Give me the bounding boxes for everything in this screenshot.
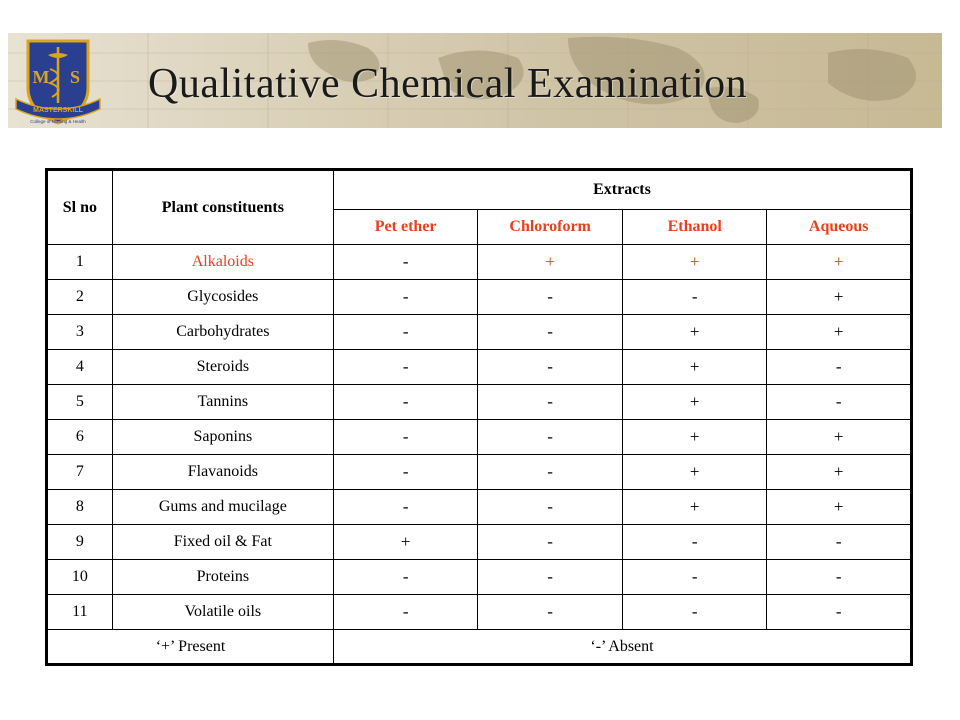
result-cell: -: [767, 350, 912, 385]
result-cell: -: [333, 595, 477, 630]
header-pet-ether: Pet ether: [333, 210, 477, 245]
result-cell: -: [622, 595, 766, 630]
legend-absent: ‘-’ Absent: [333, 630, 911, 665]
result-cell: -: [478, 525, 623, 560]
row-number: 9: [47, 525, 113, 560]
header-chloroform: Chloroform: [478, 210, 623, 245]
row-number: 3: [47, 315, 113, 350]
table-row: [47, 525, 912, 560]
constituent-name: Carbohydrates: [112, 315, 333, 350]
legend-present: ‘+’ Present: [47, 630, 334, 665]
row-number: 4: [47, 350, 113, 385]
result-cell: -: [622, 560, 766, 595]
row-number: 10: [47, 560, 113, 595]
result-cell: -: [767, 385, 912, 420]
result-cell: -: [622, 525, 766, 560]
table-row: [47, 490, 912, 525]
result-cell: -: [333, 350, 477, 385]
header-aqueous: Aqueous: [767, 210, 912, 245]
table-row: [47, 280, 912, 315]
result-cell: -: [333, 560, 477, 595]
result-cell: -: [333, 280, 477, 315]
result-cell: +: [622, 245, 766, 280]
result-cell: +: [767, 315, 912, 350]
table-row: [47, 420, 912, 455]
table-row: [47, 385, 912, 420]
constituent-name: Steroids: [112, 350, 333, 385]
result-cell: -: [478, 560, 623, 595]
svg-text:M: M: [32, 67, 50, 87]
chemical-examination-table: [45, 168, 913, 666]
result-cell: +: [478, 245, 623, 280]
page-title: Qualitative Chemical Examination: [148, 61, 748, 107]
header-sl-no: Sl no: [47, 170, 113, 245]
constituent-name: Saponins: [112, 420, 333, 455]
result-cell: +: [622, 315, 766, 350]
table-row: [47, 560, 912, 595]
constituent-name: Alkaloids: [112, 245, 333, 280]
header-constituents: Plant constituents: [112, 170, 333, 245]
svg-text:S: S: [69, 67, 81, 87]
row-number: 8: [47, 490, 113, 525]
result-cell: -: [333, 420, 477, 455]
svg-text:College of Nursing & Health: College of Nursing & Health: [30, 119, 86, 124]
table-row: [47, 315, 912, 350]
result-cell: -: [478, 385, 623, 420]
constituent-name: Glycosides: [112, 280, 333, 315]
result-cell: -: [767, 560, 912, 595]
result-cell: +: [767, 490, 912, 525]
result-cell: +: [622, 350, 766, 385]
result-cell: -: [333, 315, 477, 350]
svg-text:MASTERSKILL: MASTERSKILL: [33, 107, 83, 114]
result-cell: +: [767, 280, 912, 315]
constituent-name: Proteins: [112, 560, 333, 595]
result-cell: -: [478, 420, 623, 455]
row-number: 1: [47, 245, 113, 280]
result-cell: -: [478, 280, 623, 315]
row-number: 2: [47, 280, 113, 315]
row-number: 11: [47, 595, 113, 630]
result-cell: -: [767, 525, 912, 560]
result-cell: -: [767, 595, 912, 630]
result-cell: +: [622, 385, 766, 420]
table-row: [47, 455, 912, 490]
constituent-name: Flavanoids: [112, 455, 333, 490]
table-row: [47, 245, 912, 280]
row-number: 5: [47, 385, 113, 420]
result-cell: +: [767, 245, 912, 280]
result-cell: +: [622, 420, 766, 455]
constituent-name: Gums and mucilage: [112, 490, 333, 525]
constituent-name: Volatile oils: [112, 595, 333, 630]
header-extracts: Extracts: [333, 170, 911, 210]
header-ethanol: Ethanol: [622, 210, 766, 245]
result-cell: +: [767, 420, 912, 455]
row-number: 6: [47, 420, 113, 455]
result-cell: -: [622, 280, 766, 315]
row-number: 7: [47, 455, 113, 490]
result-cell: -: [478, 350, 623, 385]
table-row: [47, 350, 912, 385]
result-cell: -: [478, 490, 623, 525]
result-cell: -: [478, 315, 623, 350]
result-cell: -: [333, 455, 477, 490]
result-cell: -: [478, 455, 623, 490]
result-cell: -: [333, 490, 477, 525]
constituent-name: Fixed oil & Fat: [112, 525, 333, 560]
college-logo: [8, 33, 108, 128]
result-cell: -: [333, 385, 477, 420]
result-cell: +: [767, 455, 912, 490]
constituent-name: Tannins: [112, 385, 333, 420]
result-cell: -: [478, 595, 623, 630]
result-cell: +: [622, 455, 766, 490]
result-cell: -: [333, 245, 477, 280]
result-cell: +: [333, 525, 477, 560]
table-row: [47, 595, 912, 630]
result-cell: +: [622, 490, 766, 525]
